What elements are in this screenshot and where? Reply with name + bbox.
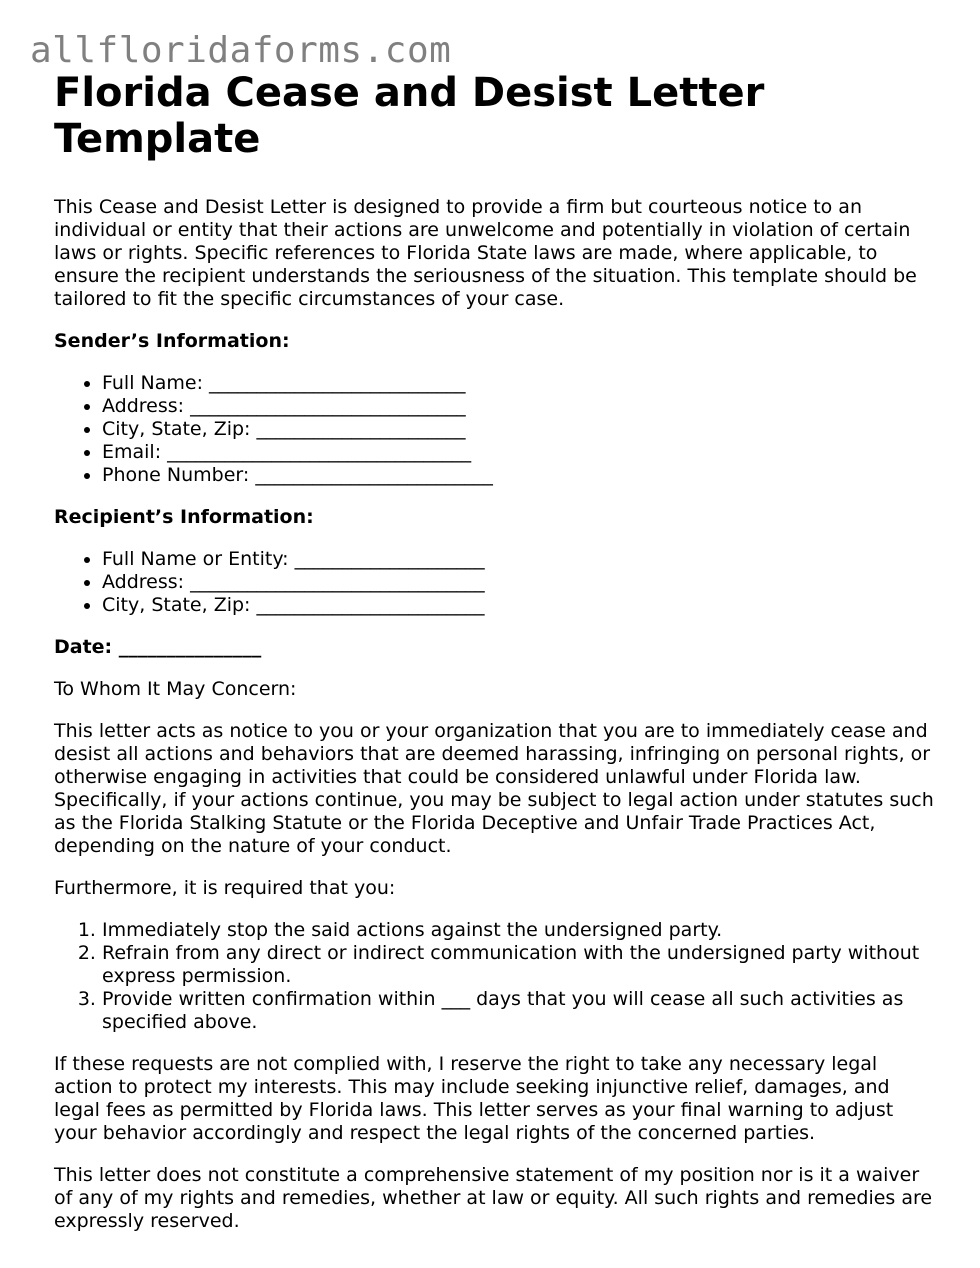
date-field: Date: _______________ [54,636,262,658]
requirements-intro: Furthermore, it is required that you: [54,877,396,899]
requirements-list [54,919,934,1034]
notice-paragraph: This letter acts as notice to you or your organization that you are to immediately cease and desist all actions and behaviors that are deemed harassing, infringing on personal rights, or otherwise engaging in activities that could be considered unlawful under Florida law. Specifically, if your actions continue, you may be subject to legal action under statutes such as the Florida Stalking Statute or the Florida Deceptive and Unfair Trade Practices Act, depending on the nature of your conduct. [54,720,934,857]
sender-heading: Sender’s Information: [54,330,290,352]
recipient-address-field: • Address: _______________________________ [102,571,934,594]
site-watermark: allfloridaforms.com [30,30,452,71]
salutation: To Whom It May Concern: [54,678,297,700]
document-page [54,70,934,1252]
recipient-city-state-zip-field: • City, State, Zip: ________________________ [102,594,934,617]
requirement-item: 3. Provide written confirmation within ___ days that you will cease all such activities as specified above. [102,988,934,1034]
sender-email-field: • Email: ________________________________ [102,441,934,464]
sender-phone-field: • Phone Number: _________________________ [102,464,934,487]
sender-city-state-zip-field: • City, State, Zip: ______________________ [102,418,934,441]
sender-fields-list [54,372,934,487]
consequences-paragraph: If these requests are not complied with, I reserve the right to take any necessary legal action to protect my interests. This may include seeking injunctive relief, damages, and legal fees as permitted by Florida laws. This letter serves as your final warning to adjust your behavior accordingly and respect the legal rights of the concerned parties. [54,1053,894,1144]
recipient-heading: Recipient’s Information: [54,506,314,528]
reservation-paragraph: This letter does not constitute a comprehensive statement of my position nor is it a waiver of any of my rights and remedies, whether at law or equity. All such rights and remedies are expressly reserved. [54,1164,933,1232]
document-title: Florida Cease and Desist Letter Template [54,70,765,162]
recipient-name-field: • Full Name or Entity: ____________________ [102,548,934,571]
sender-full-name-field: • Full Name: ___________________________ [102,372,934,395]
recipient-fields-list [54,548,934,617]
intro-paragraph: This Cease and Desist Letter is designed to provide a firm but courteous notice to an individual or entity that their actions are unwelcome and potentially in violation of certain laws or rights. Specific references to Florida State laws are made, where applicable, to ensure the recipient understands the seriousness of the situation. This template should be tailored to fit the specific circumstances of your case. [54,196,917,310]
requirement-item: 2. Refrain from any direct or indirect communication with the undersigned party without express permission. [102,942,934,988]
sender-address-field: • Address: _____________________________ [102,395,934,418]
requirement-item: 1. Immediately stop the said actions against the undersigned party. [102,919,934,942]
